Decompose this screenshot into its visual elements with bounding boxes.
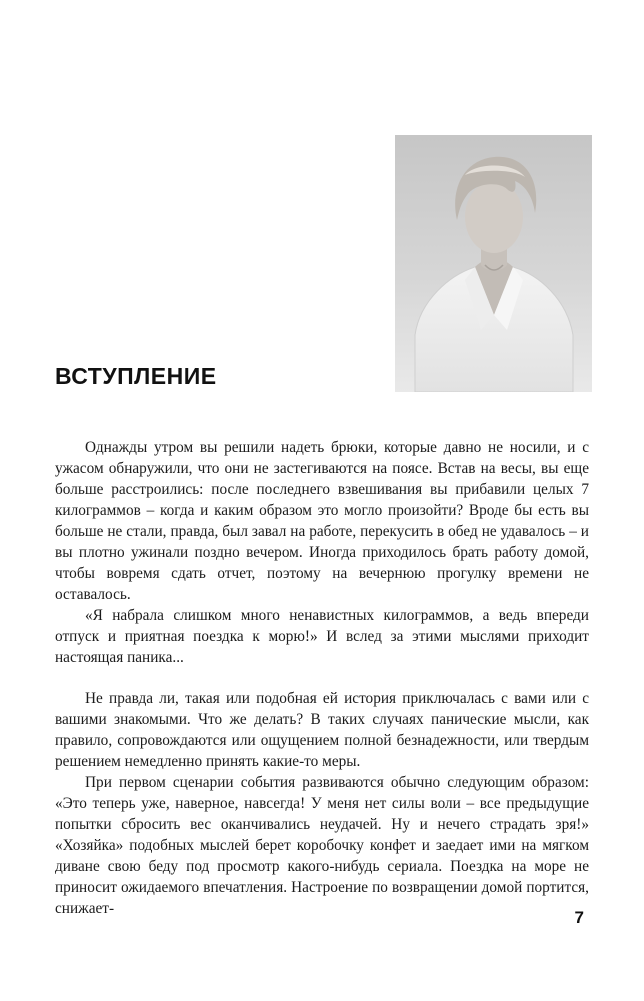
paragraph-4: При первом сценарии события развиваются обычно следующим образом: «Это теперь уже, наверное, навсегда! У меня нет силы воли – все предыдущие попытки сбросить вес оканчивались неудачей. Ну и нечего страдать зря!» «Хозяйка» подобных мыслей берет коробочку конфет и заедает ими на мягком диване свою беду под просмотр какого-нибудь сериала. Поездка на море не приносит ожидаемого впечатления. Настроение по возвращении домой портится, снижает- — [55, 774, 589, 918]
face-shape — [465, 181, 523, 253]
portrait-photo — [395, 135, 592, 392]
paragraph-1: Однажды утром вы решили надеть брюки, которые давно не носили, и с ужасом обнаружили, что они не застегиваются на поясе. Встав на весы, вы еще больше расстроились: после последнего взвешивания вы прибавили целых 7 килограммов – когда и каким образом это могло произойти? Вроде бы есть вы больше не стали, правда, был завал на работе, перекусить в обед не удавалось – и вы плотно ужинали поздно вечером. Иногда приходилось брать работу домой, чтобы вовремя сдать отчет, поэтому на вечернюю прогулку времени не оставалось. — [55, 439, 589, 603]
paragraph-3: Не правда ли, такая или подобная ей история приключалась с вами или с вашими знакомыми. Что же делать? В таких случаях панические мысли, как правило, сопровождаются или ощущением полной безнадежности, или твердым решением немедленно принять какие-то меры. — [55, 690, 589, 771]
chapter-heading: ВСТУПЛЕНИЕ — [55, 363, 217, 390]
paragraph-2: «Я набрала слишком много ненавистных килограммов, а ведь впереди отпуск и приятная поездка к морю!» И вслед за этими мыслями приходит настоящая паника... — [55, 606, 589, 666]
page-number: 7 — [574, 908, 584, 927]
body-text — [55, 438, 589, 920]
